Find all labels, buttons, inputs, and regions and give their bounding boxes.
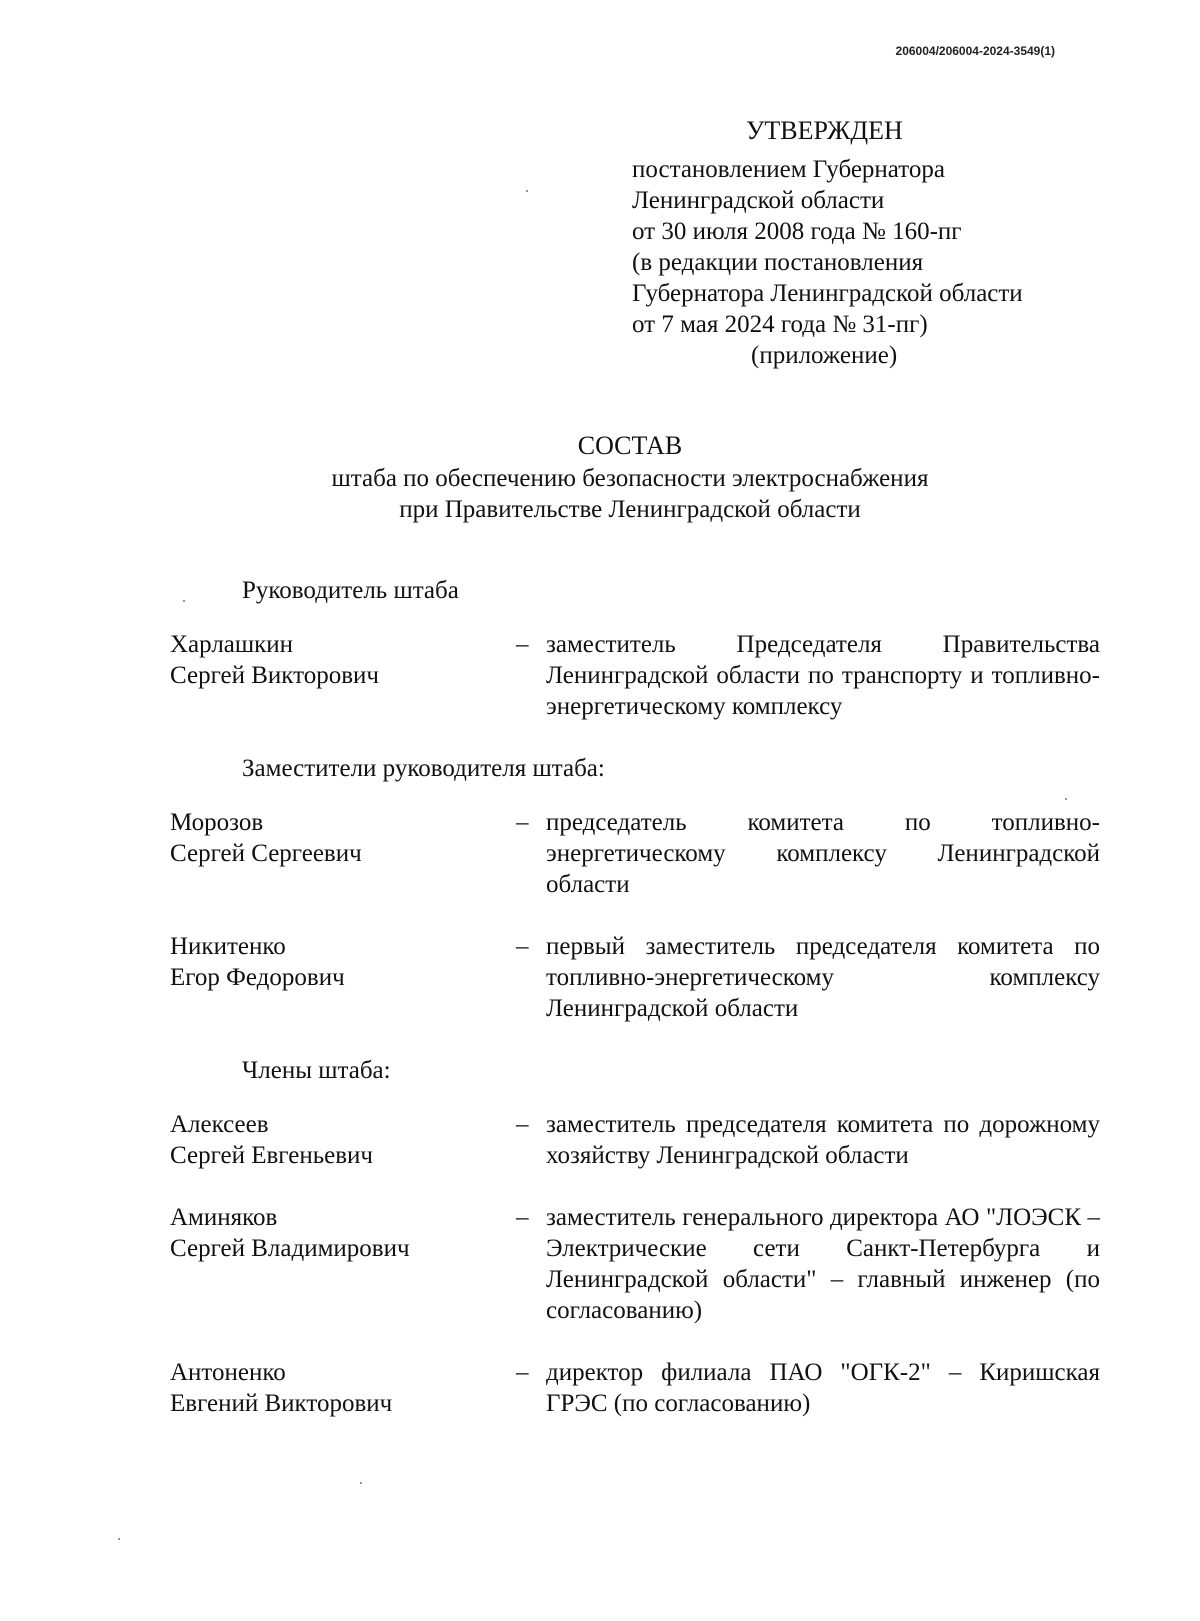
member-given-names: Сергей Сергеевич	[170, 840, 362, 867]
heading-title: СОСТАВ	[577, 431, 683, 460]
member-name	[170, 931, 516, 1024]
member-entry	[170, 807, 1100, 900]
dash-separator: –	[516, 933, 529, 960]
member-name	[170, 807, 516, 900]
member-name	[170, 1109, 516, 1171]
section-head	[170, 575, 1100, 722]
scan-speck	[526, 190, 528, 192]
member-surname: Антоненко	[170, 1359, 286, 1386]
member-entry	[170, 1357, 1100, 1419]
section-label: Члены штаба:	[242, 1057, 391, 1084]
scan-speck	[118, 1538, 120, 1540]
member-position: заместитель генерального директора АО "ЛОЭСК – Электрические сети Санкт-Петербурга и Ленинградской области" – главный инженер (по согласованию)	[546, 1204, 1100, 1324]
member-entry	[170, 931, 1100, 1024]
dash-separator: –	[516, 631, 529, 658]
approval-block	[632, 115, 1102, 371]
member-position: директор филиала ПАО "ОГК-2" – Киришская ГРЭС (по согласованию)	[546, 1359, 1100, 1417]
member-given-names: Сергей Викторович	[170, 662, 379, 689]
heading-line: штаба по обеспечению безопасности электроснабжения	[331, 465, 929, 492]
member-position: первый заместитель председателя комитета по топливно-энергетическому комплексу Ленинградской области	[546, 933, 1100, 1022]
section-members	[170, 1055, 1100, 1419]
member-given-names: Евгений Викторович	[170, 1390, 393, 1417]
approval-line: (в редакции постановления	[632, 249, 924, 276]
scan-speck	[1065, 798, 1067, 800]
member-entry	[170, 629, 1100, 722]
approval-appendix: (приложение)	[751, 342, 898, 369]
approval-line: от 7 мая 2024 года № 31-пг)	[632, 311, 928, 338]
document-id: 206004/206004-2024-3549(1)	[895, 44, 1055, 58]
member-entry	[170, 1109, 1100, 1171]
member-surname: Аминяков	[170, 1204, 278, 1231]
member-position: заместитель Председателя Правительства Ленинградской области по транспорту и топливно-энергетическому комплексу	[546, 631, 1100, 720]
dash-separator: –	[516, 1359, 529, 1386]
approval-line: Губернатора Ленинградской области	[632, 280, 1023, 307]
member-surname: Морозов	[170, 809, 264, 836]
dash-separator: –	[516, 1111, 529, 1138]
member-name	[170, 629, 516, 722]
approval-line: Ленинградской области	[632, 187, 885, 214]
member-position: заместитель председателя комитета по дорожному хозяйству Ленинградской области	[546, 1111, 1100, 1169]
scan-speck	[360, 1482, 362, 1484]
member-surname: Никитенко	[170, 933, 286, 960]
section-label: Заместители руководителя штаба:	[242, 755, 605, 782]
composition-list	[170, 575, 1100, 1450]
member-surname: Харлашкин	[170, 631, 294, 658]
member-given-names: Сергей Евгеньевич	[170, 1142, 373, 1169]
heading-line: при Правительстве Ленинградской области	[399, 496, 861, 523]
document-heading	[0, 430, 1200, 525]
member-surname: Алексеев	[170, 1111, 269, 1138]
approval-line: от 30 июля 2008 года № 160-пг	[632, 218, 962, 245]
approval-line: постановлением Губернатора	[632, 156, 945, 183]
section-label: Руководитель штаба	[242, 577, 459, 604]
dash-separator: –	[516, 809, 529, 836]
member-given-names: Сергей Владимирович	[170, 1235, 410, 1262]
scan-speck	[183, 600, 185, 602]
member-position: председатель комитета по топливно-энергетическому комплексу Ленинградской области	[546, 809, 1100, 898]
section-deputies	[170, 753, 1100, 1024]
dash-separator: –	[516, 1204, 529, 1231]
approval-title: УТВЕРЖДЕН	[746, 116, 903, 145]
member-given-names: Егор Федорович	[170, 964, 345, 991]
member-entry	[170, 1202, 1100, 1326]
member-name	[170, 1357, 516, 1419]
member-name	[170, 1202, 516, 1326]
